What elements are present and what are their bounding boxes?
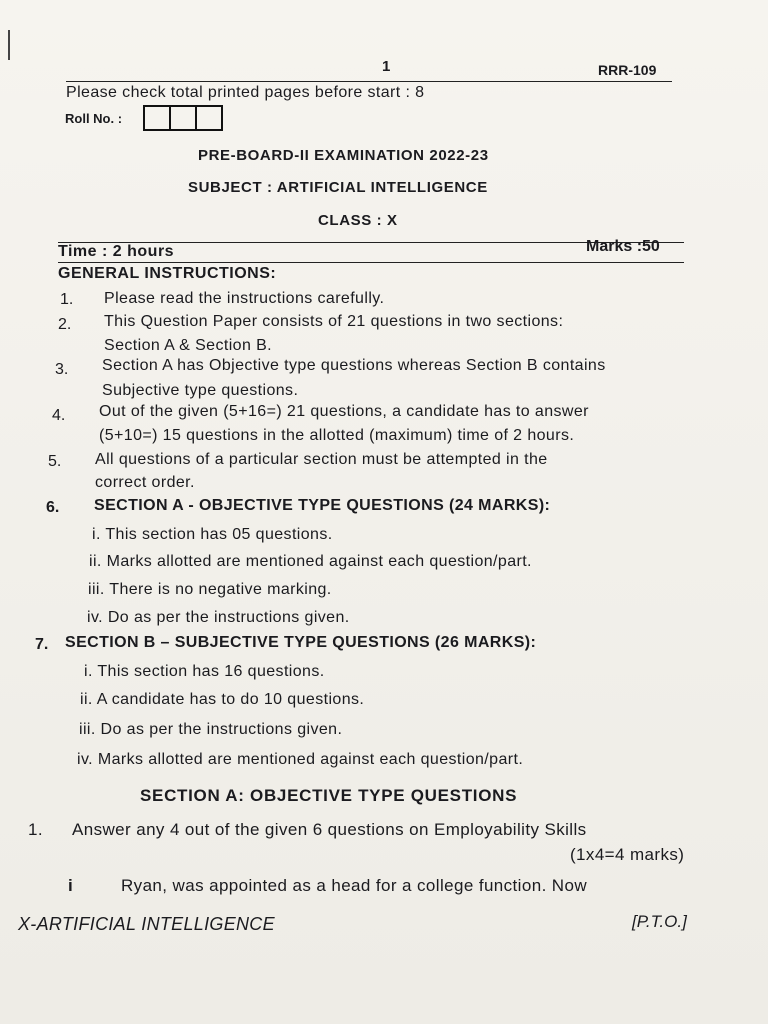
instruction-number: 1. <box>60 291 74 308</box>
question-text: Answer any 4 out of the given 6 questions on Employability Skills <box>72 820 587 839</box>
instruction-number: 3. <box>55 361 69 378</box>
class-title: CLASS : X <box>318 212 398 229</box>
footer-pto: [P.T.O.] <box>632 912 687 931</box>
max-marks: Marks :50 <box>586 238 660 255</box>
roll-number-boxes[interactable] <box>143 105 223 131</box>
question-marks: (1x4=4 marks) <box>570 845 685 864</box>
instruction-number: 2. <box>58 316 72 333</box>
general-instructions-title: GENERAL INSTRUCTIONS: <box>58 265 277 282</box>
section-a-info-item: i. This section has 05 questions. <box>92 526 333 543</box>
section-a-info-title: SECTION A - OBJECTIVE TYPE QUESTIONS (24 MARKS): <box>94 497 551 514</box>
page-edge-mark <box>8 30 10 60</box>
instruction-number: 5. <box>48 453 62 470</box>
roll-box[interactable] <box>145 107 171 129</box>
roll-box[interactable] <box>171 107 197 129</box>
footer-subject: X-ARTIFICIAL INTELLIGENCE <box>18 914 275 934</box>
check-pages-note: Please check total printed pages before start : 8 <box>66 84 425 101</box>
sub-question-number: i <box>68 876 74 895</box>
instruction-text: Section A has Objective type questions whereas Section B contains <box>102 357 606 374</box>
section-b-info-item: i. This section has 16 questions. <box>84 663 325 680</box>
instruction-text: This Question Paper consists of 21 questions in two sections: <box>104 313 564 330</box>
sub-question-text: Ryan, was appointed as a head for a college function. Now <box>121 876 588 895</box>
section-b-info-item: iv. Marks allotted are mentioned against each question/part. <box>77 751 524 768</box>
section-a-info-item: iii. There is no negative marking. <box>88 581 332 598</box>
instruction-text: Out of the given (5+16=) 21 questions, a candidate has to answer <box>99 403 589 420</box>
question-number: 1. <box>28 820 43 839</box>
instruction-number: 7. <box>35 636 49 653</box>
time-rule-bottom <box>58 262 684 263</box>
roll-box[interactable] <box>197 107 221 129</box>
instruction-text: Section A & Section B. <box>104 337 273 354</box>
section-b-info-item: ii. A candidate has to do 10 questions. <box>80 691 365 708</box>
subject-title: SUBJECT : ARTIFICIAL INTELLIGENCE <box>188 179 488 196</box>
instruction-number: 4. <box>52 407 66 424</box>
section-a-info-item: ii. Marks allotted are mentioned against each question/part. <box>89 553 532 570</box>
instruction-number: 6. <box>46 499 60 516</box>
section-a-title: SECTION A: OBJECTIVE TYPE QUESTIONS <box>140 786 518 805</box>
time-allowed: Time : 2 hours <box>58 243 175 260</box>
instruction-text: correct order. <box>95 474 195 491</box>
exam-title: PRE-BOARD-II EXAMINATION 2022-23 <box>198 147 489 164</box>
section-b-info-item: iii. Do as per the instructions given. <box>79 721 343 738</box>
instruction-text: (5+10=) 15 questions in the allotted (maximum) time of 2 hours. <box>99 427 575 444</box>
instruction-text: Please read the instructions carefully. <box>104 290 385 307</box>
header-rule <box>66 81 672 82</box>
instruction-text: All questions of a particular section must be attempted in the <box>95 451 548 468</box>
section-b-info-title: SECTION B – SUBJECTIVE TYPE QUESTIONS (26 MARKS): <box>65 634 537 651</box>
page-number: 1 <box>382 58 391 75</box>
paper-code: RRR-109 <box>598 62 657 78</box>
roll-number-label: Roll No. : <box>65 111 123 126</box>
section-a-info-item: iv. Do as per the instructions given. <box>87 609 350 626</box>
instruction-text: Subjective type questions. <box>102 382 299 399</box>
